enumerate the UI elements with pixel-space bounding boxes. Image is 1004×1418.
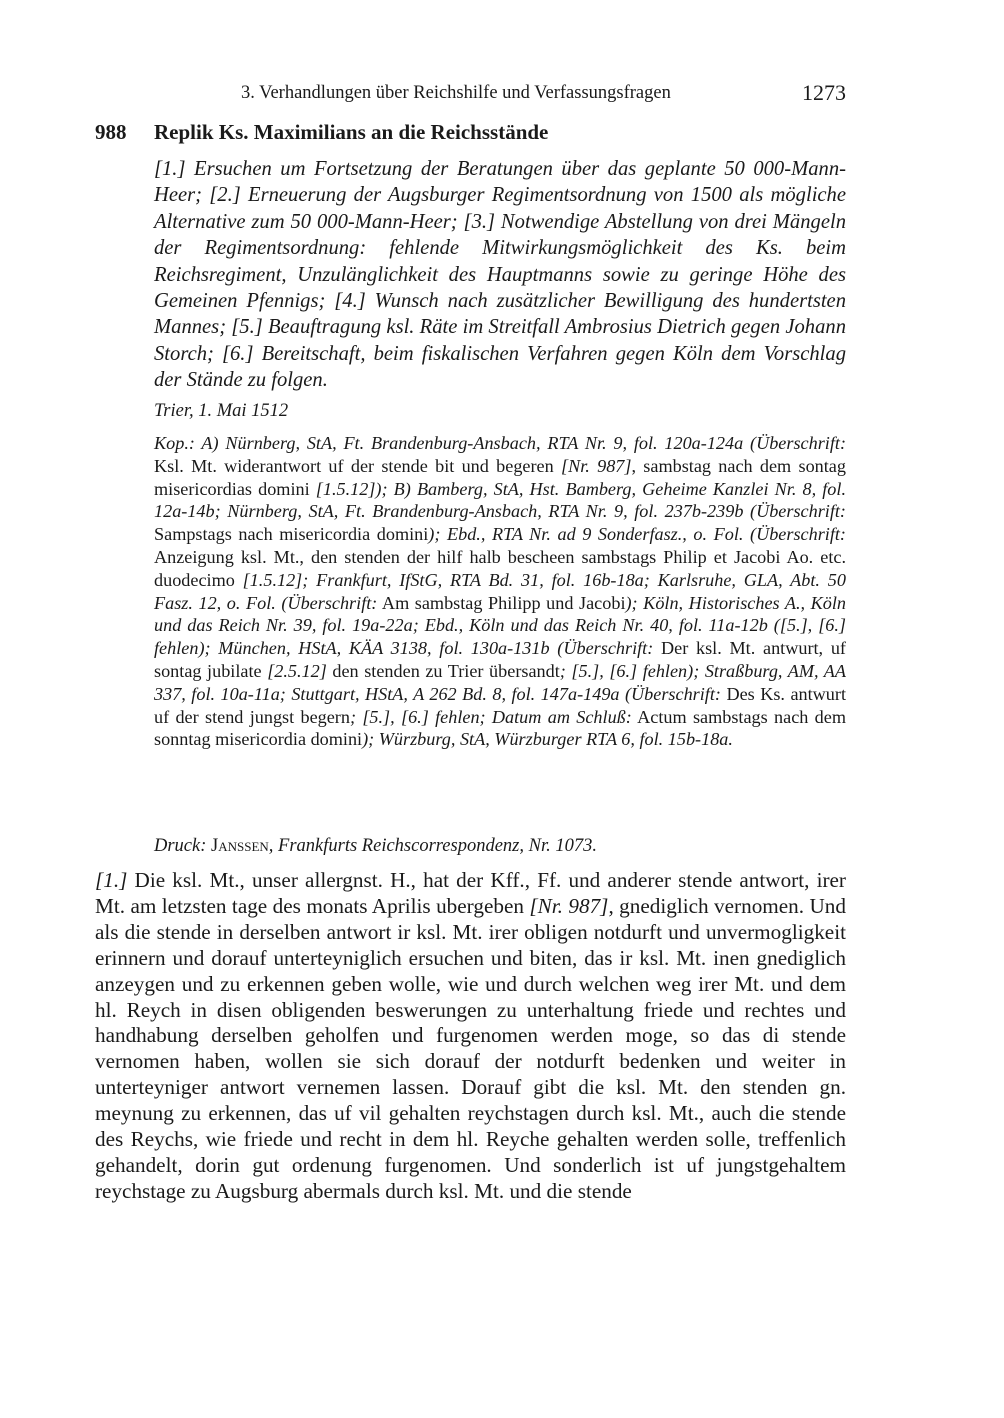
print-author: Janssen xyxy=(211,836,269,856)
document-title: Replik Ks. Maximilians an die Reichsstände xyxy=(154,120,549,144)
summary-text: [1.] Ersuchen um Fortsetzung der Beratungen über das geplante 50 000-Mann-Heer; [2.] Erneuerung der Augsburger Regimentsordnung von 1500 als mögliche Alternative zum 50 000-Mann-Heer; [3.] Notwendige Abstellung von drei Mängeln der Regimentsordnung: fehlende Mitwirkungsmöglichkeit des Ks. beim Reichsregiment, Unzulänglichkeit des Hauptmanns sowie zu geringe Höhe des Gemeinen Pfennigs; [4.] Wunsch nach zusätzlicher Bewilligung des hundertsten Mannes; [5.] Beauftragung ksl. Räte im Streitfall Ambrosius Dietrich gegen Johann Storch; [6.] Bereitschaft, beim fiskalischen Verfahren gegen Köln dem Vorschlag der Stände zu folgen. xyxy=(154,158,846,392)
source-segment: ); Köln, Historisches A., Köln und das Reich Nr. 39, fol. 19a-22a; Ebd., Köln und das Reich Nr. 40, fol. 11a-12b ([5.], [6.] fehlen); München, HStA, KÄA 3138, fol. 130a-131b (Überschrift: xyxy=(154,592,847,659)
running-title: 3. Verhandlungen über Reichshilfe und Verfassungsfragen xyxy=(241,83,671,103)
source-list xyxy=(154,432,846,751)
source-segment: ; [5.], [6.] fehlen; Datum am Schluß: xyxy=(349,706,632,727)
document-number: 988 xyxy=(95,120,127,144)
source-quote: Am sambstag Philipp und Jacobi xyxy=(377,592,626,613)
print-reference xyxy=(154,834,846,858)
page-number: 1273 xyxy=(802,80,846,105)
body-text xyxy=(95,868,846,1205)
print-work: , Frankfurts Reichscorrespondenz, Nr. 1073. xyxy=(268,836,597,856)
source-segment: [1.5.12]); B) Bamberg, StA, Hst. Bamberg, Geheime Kanzlei Nr. 8, fol. 12a-14b; Nürnberg, StA, Ft. Brandenburg-Ansbach, RTA Nr. 9, fol. 237b-239b (Überschrift: xyxy=(154,478,847,522)
source-quote: Actum sambstags nach dem sonntag misericordia domini xyxy=(154,706,846,750)
body-paragraph xyxy=(95,868,846,1205)
document-summary xyxy=(154,156,846,394)
source-segment: ; [5.], [6.] fehlen); Straßburg, AM, AA 337, fol. 10a-11a; Stuttgart, HStA, A 262 Bd. 8, fol. 147a-149a (Überschrift: xyxy=(154,660,847,704)
source-quote: Der ksl. Mt. antwurt, uf sontag jubilate xyxy=(154,638,846,681)
source-quote: Des Ks. antwurt uf der stend jungst begern xyxy=(154,683,847,727)
source-quote: Anzeigung ksl. Mt., den stenden der hilf halb bescheen sambstags Philip et Jacobi Ao. etc. duodecimo xyxy=(154,546,846,590)
paragraph-marker: [1.] xyxy=(95,868,128,892)
source-quote: , sambstag nach dem sontag misericordias domini xyxy=(154,455,846,499)
source-reference: [Nr. 987] xyxy=(561,455,632,476)
source-apparatus xyxy=(154,432,846,751)
dateline: Trier, 1. Mai 1512 xyxy=(154,401,289,421)
body-segment: Die ksl. Mt., unser allergnst. H., hat der Kff., Ff. und anderer stende antwort, irer Mt. am letzsten tage des monats Aprilis ubergeben xyxy=(95,868,846,918)
source-reference: [2.5.12] xyxy=(267,660,327,681)
source-segment: Kop.: A) Nürnberg, StA, Ft. Brandenburg-Ansbach, RTA Nr. 9, fol. 120a-124a (Überschrift: xyxy=(154,433,846,453)
body-reference: [Nr. 987] xyxy=(529,893,609,918)
source-segment: ); Ebd., RTA Nr. ad 9 Sonderfasz., o. Fol. (Überschrift: xyxy=(428,524,846,545)
document-heading xyxy=(95,120,846,145)
running-head xyxy=(95,80,846,110)
source-segment: [1.5.12]; Frankfurt, IfStG, RTA Bd. 31, fol. 16b-18a; Karlsruhe, GLA, Abt. 50 Fasz. 12, o. Fol. (Überschrift: xyxy=(154,569,846,613)
body-segment: , gnediglich vernomen. Und als die stende in derselben antwort ir ksl. Mt. irer obligen notdurft und unvermogligkeit erinnern und dorauf unterteyniglich ersuchen und biten, das ir ksl. Mt. inen gnediglich anzeygen und zu erkennen geben wolle, wie und durch welchen weg irer Mt. und dem hl. Reych in disen obligenden beswerungen zu unterhaltung friede und rechtes und handhabung derselben geholfen und furgenomen werden moge, so das di stende vernomen haben, wollen sie sich dorauf der notdurft bedenken und weiter in unterteyniger antwort vernemen lassen. Dorauf gibt die ksl. Mt. den stenden gn. meynung zu erkennen, das uf vil gehalten reychstagen durch ksl. Mt., auch die stende des Reychs, wie friede und recht in dem hl. Reyche gehalten werden solle, treffenlich gehandelt, dorin gut ordenung furgenomen. Und sonderlich ist uf jungstgehaltem reychstage zu Augsburg abermals durch ksl. Mt. und die stende xyxy=(95,893,846,1203)
source-segment: ); Würzburg, StA, Würzburger RTA 6, fol. 15b-18a. xyxy=(362,729,733,750)
source-quote: den stenden zu Trier übersandt xyxy=(326,660,560,681)
source-quote: Sampstags nach misericordia domini xyxy=(154,524,429,545)
print-label: Druck: xyxy=(154,836,212,856)
source-quote: Ksl. Mt. widerantwort uf der stende bit und begeren xyxy=(154,455,561,476)
